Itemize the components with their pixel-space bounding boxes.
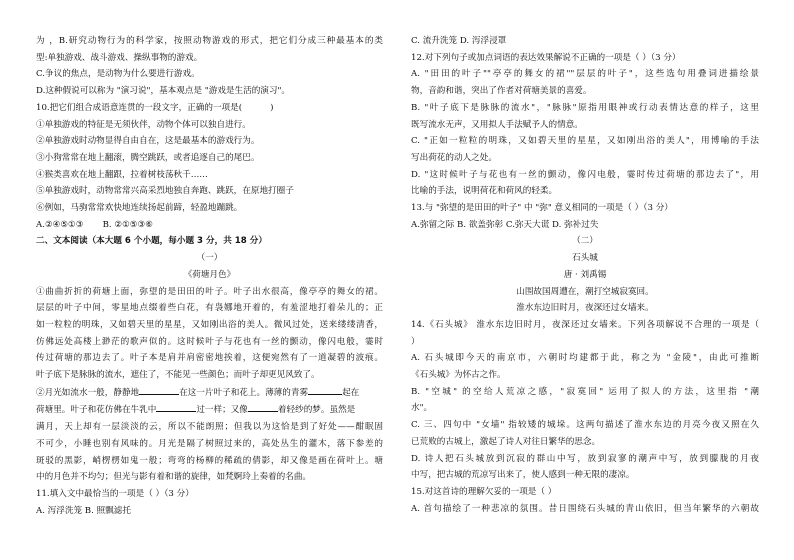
fill-blank [156, 401, 196, 412]
q12-option: B. "叶子底下是脉脉的流水"，"脉脉"原指用眼神或行动表情达意的样子，这里 [411, 102, 759, 113]
question-12-stem: 12.对下列句子或加点词语的表达效果解说不正确的一项是（ ）（3 分） [411, 52, 681, 63]
question-13-stem: 13.与 "弥望的是田田的叶子" 中 "弥" 意义相同的一项是（ ）（3 分） [411, 203, 673, 214]
text-line: 型:单独游戏、战斗游戏、操纵事物的游戏。 [36, 52, 203, 63]
passage-line: 层层的叶子中间，零星地点缀着些白花，有袅娜地开着的，有羞涩地打着朵儿的；正 [36, 303, 383, 314]
passage-line: 荷塘里。叶子和花仿佛在牛乳中 过一样；又像 着轻纱的梦。虽然是 [36, 401, 383, 419]
q10-item: ⑥例如，马驹常常欢快地连续扬起前蹄，轻盈地蹦跳。 [36, 203, 243, 214]
text-line: D.这种假说可以称为 "演习说"，基本观点是 "游戏是生活的演习"。 [36, 86, 291, 97]
passage-line: 仿佛远处高楼上渺茫的歌声似的。这时候叶子与花也有一丝的颤动，像闪电般，霎时 [36, 336, 383, 347]
passage-line: 如一粒粒的明珠，又如碧天里的星星，又如刚出浴的美人。微风过处，送来缕缕清香， [36, 319, 383, 330]
q11-choices: A. 泻浮洗笼 B. 照飘滤托 [36, 505, 131, 516]
q12-option: A. "田田的叶子""亭亭的舞女的裙""层层的叶子"，这些选句用叠词进描绘景 [411, 69, 759, 80]
q14-option: C. 三、四句中 "女墙" 指较矮的城垛。这两句描述了淮水东边的月亮今夜又照在久 [411, 420, 759, 431]
q13-choices: A.弥留之际 B. 欲盖弥彰 C.弥天大谎 D. 弥补过失 [411, 219, 599, 230]
section-heading: 二、文本阅读（本大题 6 个小题，每小题 3 分，共 18 分） [36, 236, 267, 247]
q14-option: 中写，把古城的荒凉写出来了，使人感到一种无限的凄凉。 [411, 470, 635, 481]
q14-option: 《石头城》为怀古之作。 [411, 370, 506, 381]
q10-item: ⑤单独游戏时，动物常常兴高采烈地独自奔跑、跳跃，在原地打圈子 [36, 186, 294, 197]
fill-blank [248, 401, 278, 412]
text-line: 为 ，B.研究动物行为的科学家，按照动物游戏的形式，把它们分成三种最基本的类 [36, 36, 383, 46]
left-column [36, 33, 383, 519]
passage-line: 传过荷塘的那边去了。叶子本是肩并肩密密地挨着，这便宛然有了一道凝碧的波痕。 [36, 353, 383, 364]
text-line: C.争议的焦点，是动物为什么要进行游戏。 [36, 69, 200, 80]
question-10-stem: 10.把它们组合成语意连贯的一段文字，正确的一项是( ) [36, 102, 274, 113]
passage-line: ②月光如流水一般，静静地 在这一片叶子和花上。薄薄的青雾 起在 [36, 384, 383, 402]
q12-option: C. "正如一粒粒的明珠，又如碧天里的星星，又如刚出浴的美人"，用博喻的手法 [411, 136, 759, 147]
q14-option: 水"。 [411, 403, 433, 414]
q11-choices: C. 流升洗笼 D. 泻浮浸罩 [411, 36, 507, 46]
question-15-stem: 15.对这首诗的理解欠妥的一项是（ ） [411, 486, 557, 497]
q10-item: ③小狗常常在地上翻滚，腾空跳跃，或者追逐自己的尾巴。 [36, 152, 260, 163]
passage-line: ①曲曲折折的荷塘上面，弥望的是田田的叶子。叶子出水很高，像亭亭的舞女的裙。 [36, 286, 383, 297]
poem-title: 石头城 [572, 253, 598, 264]
passage-line: 满月，天上却有一层淡淡的云，所以不能朗照；但我以为这恰是到了好处——酣眠固 [36, 422, 383, 433]
poem-line: 山围故国周遭在，潮打空城寂寞回。 [516, 286, 654, 297]
q14-option: B. "空城" 的空给人荒凉之感，"寂寞回" 运用了拟人的方法，这里指 "潮 [411, 386, 759, 397]
passage-title: 《荷塘月色》 [183, 269, 236, 280]
q14-option: D. 诗人把石头城放到沉寂的群山中写，放到寂寥的潮声中写，放到朦胧的月夜 [411, 453, 759, 464]
poem-line: 淮水东边旧时月，夜深还过女墙来。 [516, 303, 654, 314]
question-11-stem: 11.填入文中最恰当的一项是（ ）（3 分） [36, 488, 194, 499]
q14-option: 已荒败的古城上，激起了诗人对往日繁华的思念。 [411, 436, 601, 447]
q12-option: 比喻的手法，说明荷花和荷风的轻柔。 [411, 186, 558, 197]
subsection-number: （二） [572, 236, 598, 247]
subsection-number: （一） [196, 253, 223, 264]
passage-line: 叶子底下是脉脉的流水，遮住了，不能见一些颜色；而叶子却更见风致了。 [36, 370, 320, 381]
right-column [411, 33, 759, 517]
q14-option: A. 石头城即今天的南京市，六朝时均建都于此，称之为 "金陵"，由此可推断 [411, 353, 759, 364]
q10-item: ②单独游戏时动物显得自由自在，这是最基本的游戏行为。 [36, 136, 260, 147]
fill-blank [139, 384, 179, 395]
poem-author: 唐 · 刘禹锡 [563, 269, 607, 280]
passage-line: 不可少，小睡也别有风味的。月光是隔了树照过来的，高处丛生的灌木，落下参差的 [36, 438, 383, 449]
question-14-stem: 14.《石头城》 淮水东边旧时月，夜深还过女墙来。下列各项解说不合理的一项是（ [411, 319, 759, 330]
q12-option: 既写流水无声，又用拟人手法赋予人的情意。 [411, 119, 583, 130]
passage-line: 斑驳的黑影，峭楞楞如鬼一般；弯弯的杨柳的稀疏的倩影，却又像是画在荷叶上。塘 [36, 455, 383, 466]
q12-option: 写出荷花的动人之处。 [411, 152, 497, 163]
q12-option: D. "这时候叶子与花也有一丝的颤动，像闪电般，霎时传过荷塘的那边去了"，用 [411, 169, 759, 180]
passage-line: 中的月色并不均匀；但光与影有着和谐的旋律，如梵婀玲上奏着的名曲。 [36, 472, 312, 483]
q15-option: A. 首句描绘了一种悲凉的氛围。昔日围绕石头城的青山依旧，但当年繁华的六朝故 [411, 503, 759, 514]
q12-option: 物，音韵和谐，突出了作者对荷塘美景的喜爱。 [411, 86, 592, 97]
question-14-stem: ） [411, 336, 420, 347]
q10-item: ①单独游戏的特征是无须伙伴，动物个体可以独自进行。 [36, 119, 251, 130]
q10-choices: A.②④⑤①③ B. ②①⑤③⑥ [36, 219, 153, 230]
fill-blank [308, 384, 342, 395]
q10-item: ④猴类喜欢在地上翻跟，拉着树枝荡秋千…… [36, 169, 208, 180]
